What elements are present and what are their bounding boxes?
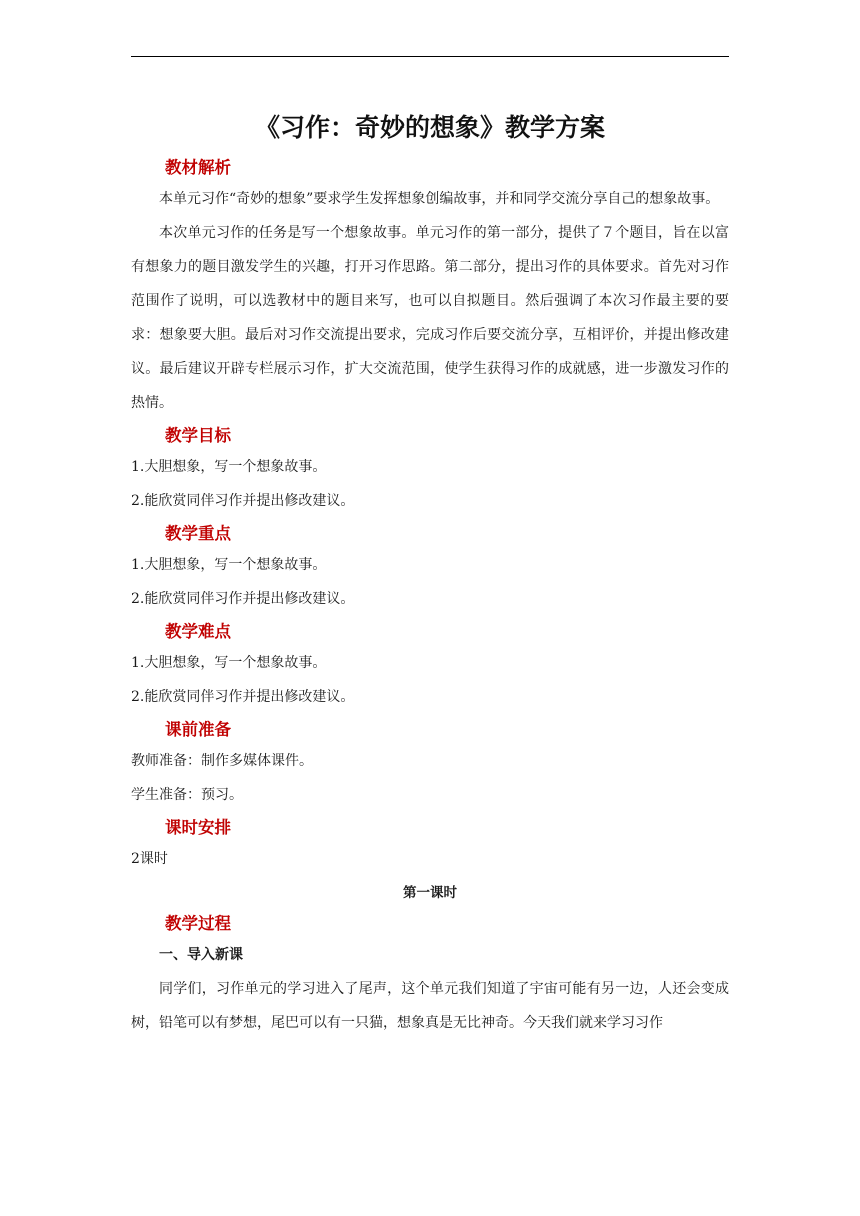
key-point-item: 2.能欣赏同伴习作并提出修改建议。 <box>131 591 355 607</box>
analysis-paragraph-1: 本单元习作“奇妙的想象”要求学生发挥想象创编故事，并和同学交流分享自己的想象故事。 <box>159 191 720 207</box>
section-heading-analysis: 教材解析 <box>165 158 231 177</box>
section-heading-preparation: 课前准备 <box>165 720 231 739</box>
section-heading-process: 教学过程 <box>165 914 231 933</box>
difficulty-item: 2.能欣赏同伴习作并提出修改建议。 <box>131 689 355 705</box>
section-heading-difficulties: 教学难点 <box>165 622 231 641</box>
document-body <box>131 110 729 1040</box>
schedule-value: 2课时 <box>131 851 168 867</box>
section-heading-key-points: 教学重点 <box>165 524 231 543</box>
goal-item: 2.能欣赏同伴习作并提出修改建议。 <box>131 493 355 509</box>
page-title: 《习作：奇妙的想象》教学方案 <box>254 113 605 142</box>
process-paragraph-1: 同学们，习作单元的学习进入了尾声，这个单元我们知道了宇宙可能有另一边，人还会变成树，铅笔可以有梦想，尾巴可以有一只猫，想象真是无比神奇。今天我们就来学习习作 <box>131 981 729 1031</box>
preparation-item: 教师准备：制作多媒体课件。 <box>131 753 313 769</box>
key-point-item: 1.大胆想象，写一个想象故事。 <box>131 557 327 573</box>
process-subheading: 一、导入新课 <box>159 947 243 963</box>
lesson-title: 第一课时 <box>403 885 457 901</box>
preparation-item: 学生准备：预习。 <box>131 787 243 803</box>
header-rule <box>131 56 729 57</box>
analysis-paragraph-2: 本次单元习作的任务是写一个想象故事。单元习作的第一部分，提供了７个题目，旨在以富有想象力的题目激发学生的兴趣，打开习作思路。第二部分，提出习作的具体要求。首先对习作范围作了说明，可以选教材中的题目来写，也可以自拟题目。然后强调了本次习作最主要的要求：想象要大胆。最后对习作交流提出要求，完成习作后要交流分享，互相评价，并提出修改建议。最后建议开辟专栏展示习作，扩大交流范围，使学生获得习作的成就感，进一步激发习作的热情。 <box>131 225 729 411</box>
section-heading-schedule: 课时安排 <box>165 818 231 837</box>
difficulty-item: 1.大胆想象，写一个想象故事。 <box>131 655 327 671</box>
section-heading-goals: 教学目标 <box>165 426 231 445</box>
goal-item: 1.大胆想象，写一个想象故事。 <box>131 459 327 475</box>
